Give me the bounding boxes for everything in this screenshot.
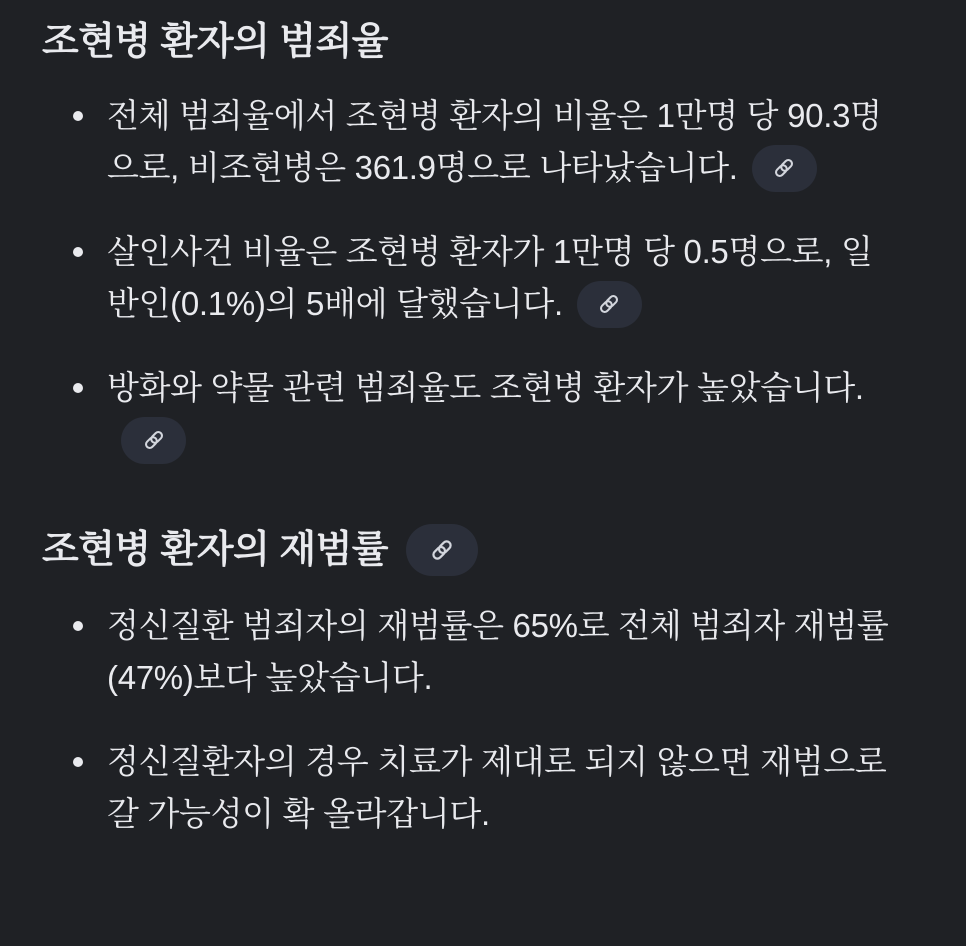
link-icon [428, 536, 456, 564]
link-icon [596, 291, 622, 317]
bullet-list [42, 90, 904, 466]
source-link-button[interactable] [752, 145, 817, 192]
list-item [42, 600, 904, 704]
source-link-button[interactable] [121, 417, 186, 464]
section-heading [42, 18, 908, 66]
list-item-text: 정신질환 범죄자의 재범률은 65%로 전체 범죄자 재범률(47%)보다 높았습니다. [107, 607, 889, 696]
list-item [42, 90, 904, 194]
source-link-button[interactable] [577, 281, 642, 328]
section-heading-text: 조현병 환자의 범죄율 [42, 21, 388, 63]
content-section [42, 524, 908, 840]
list-item-text: 방화와 약물 관련 범죄율도 조현병 환자가 높았습니다. [107, 369, 864, 406]
section-heading-text: 조현병 환자의 재범률 [42, 529, 388, 571]
section-heading [42, 524, 908, 576]
list-item [42, 362, 904, 466]
list-item [42, 736, 904, 840]
list-item-text: 정신질환자의 경우 치료가 제대로 되지 않으면 재범으로 갈 가능성이 확 올라갑니다. [107, 743, 887, 832]
sections-container [42, 18, 908, 840]
list-item-text: 살인사건 비율은 조현병 환자가 1만명 당 0.5명으로, 일반인(0.1%)의 5배에 달했습니다. [107, 233, 873, 322]
list-item-text: 전체 범죄율에서 조현병 환자의 비율은 1만명 당 90.3명으로, 비조현병은 361.9명으로 나타났습니다. [107, 97, 882, 186]
content-section [42, 18, 908, 466]
list-item [42, 226, 904, 330]
bullet-list [42, 600, 904, 840]
source-link-button[interactable] [406, 524, 478, 576]
link-icon [771, 155, 797, 181]
link-icon [141, 427, 167, 453]
